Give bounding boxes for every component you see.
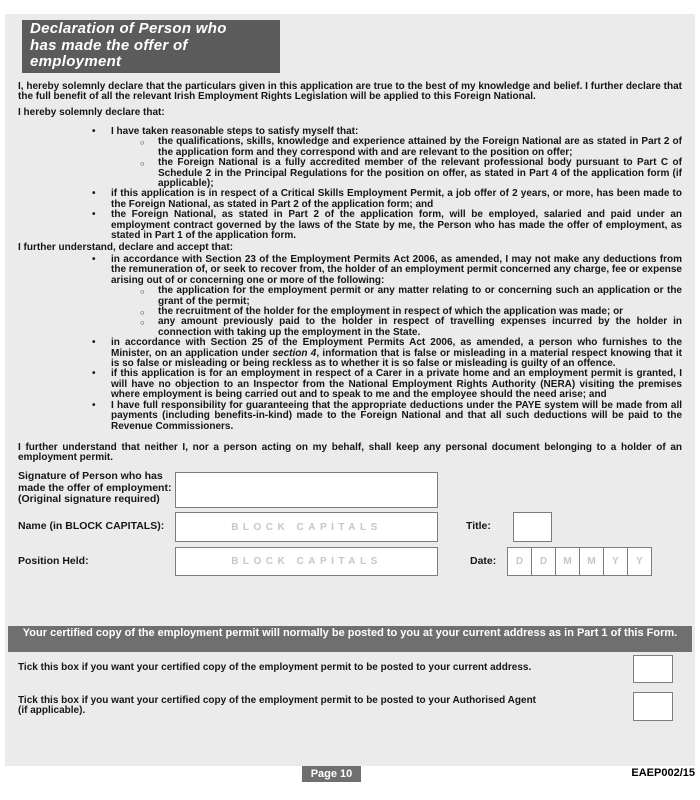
block-capitals-placeholder: BLOCK CAPITALS	[231, 556, 382, 567]
accept-list	[0, 255, 682, 432]
declaration-subitem: ○ any amount previously paid to the holder in respect of travelling expenses incurred by the holder in connection with taking up the employment in the State.	[140, 316, 682, 338]
signature-label-text: Signature of Person who has made the offer of employment:	[18, 470, 172, 494]
bullet-icon: •	[92, 126, 96, 137]
declaration-item: • if this application is for an employment in respect of a Carer in a private home and an employment permit is granted, I will have no objection to an Inspector from the National Employment Rights Authority (NERA) visiting the premises where employment is being carried out and to speak to me and the employee should the need arise; and	[92, 368, 682, 401]
signature-note: (Original signature required)	[18, 493, 160, 505]
declaration-subitem: ○ the application for the employment permit or any matter relating to or concerning such an application or the grant of the permit;	[140, 285, 682, 307]
circle-bullet-icon: ○	[140, 287, 145, 297]
date-cell-1-d[interactable]: D	[531, 547, 556, 576]
declare-heading: I hereby solemnly declare that:	[18, 107, 165, 118]
posting-banner: Your certified copy of the employment permit will normally be posted to you at your current address as in Part 1 of this Form.	[8, 626, 692, 652]
circle-bullet-icon: ○	[140, 138, 145, 148]
declaration-subitem: ○ the Foreign National is a fully accredited member of the relevant professional body pursuant to Part C of Schedule 2 in the Principal Regulations for the position on offer, as stated in Part 4 of the application form (if applicable);	[140, 157, 682, 190]
name-label: Name (in BLOCK CAPITALS):	[18, 520, 165, 532]
page-number-badge: Page 10	[302, 766, 361, 782]
date-input	[507, 547, 652, 576]
circle-bullet-icon: ○	[140, 159, 145, 169]
date-cell-2-m[interactable]: M	[555, 547, 580, 576]
tick-authorised-agent-label	[18, 696, 618, 717]
signature-label	[18, 471, 178, 506]
bullet-icon: •	[92, 188, 96, 200]
date-cell-0-d[interactable]: D	[507, 547, 532, 576]
declaration-item: • I have taken reasonable steps to satisfy myself that:	[92, 126, 359, 137]
tick-current-address-label	[18, 663, 618, 673]
date-label: Date:	[470, 555, 497, 567]
position-input[interactable]	[175, 547, 438, 576]
declaration-subitem: ○ the recruitment of the holder for the employment in respect of which the application was made; or	[140, 306, 624, 318]
bullet-icon: •	[92, 337, 96, 349]
page-title: Declaration of Person who has made the offer of employment	[22, 20, 280, 73]
block-capitals-placeholder: BLOCK CAPITALS	[231, 521, 382, 533]
signature-input[interactable]	[175, 472, 438, 508]
accept-heading: I further understand, declare and accept that:	[18, 242, 234, 253]
title-input[interactable]	[513, 512, 552, 542]
declaration-item: • if this application is in respect of a Critical Skills Employment Permit, a job offer of 2 years, or more, has been made to the Foreign National, as stated in Part 2 of the application form; and	[92, 188, 682, 210]
tick-label-line: Tick this box if you want your certified copy of the employment permit to be posted to your Authorised Agent	[18, 695, 537, 706]
bullet-icon: •	[92, 368, 96, 380]
bullet-icon: •	[92, 209, 96, 221]
circle-bullet-icon: ○	[140, 308, 145, 318]
bullet-icon: •	[92, 399, 96, 411]
date-cell-4-y[interactable]: Y	[603, 547, 628, 576]
circle-bullet-icon: ○	[140, 318, 145, 328]
declaration-item: • in accordance with Section 25 of the Employment Permits Act 2006, as amended, a person who furnishes to the Minister, on an application under section 4, information that is false or misleading in a material respect knowing that it is so false or misleading or being reckless as to whether it is so false or misleading is guilty of an offence.	[92, 337, 683, 370]
tick-label-line: (if applicable).	[18, 705, 86, 717]
title-label: Title:	[466, 520, 491, 532]
checkbox-authorised-agent[interactable]	[633, 692, 673, 721]
tick-label-line: Tick this box if you want your certified copy of the employment permit to be posted to your current address.	[18, 662, 532, 673]
date-cell-5-y[interactable]: Y	[627, 547, 652, 576]
declaration-item: • the Foreign National, as stated in Part 2 of the application form, will be employed, salaried and paid under an employment contract governed by the laws of the State by me, the Person who has made the offer of employment, as stated in Part 1 of the application form.	[92, 209, 682, 242]
declare-list	[0, 127, 682, 241]
position-label: Position Held:	[18, 555, 89, 567]
declaration-item: • in accordance with Section 23 of the Employment Permits Act 2006, as amended, I may not make any deductions from the remuneration of, or seek to recover from, the holder of an employment permit concerned any charge, fee or expense arising out of or concerning one or more of the following:	[92, 254, 682, 286]
bullet-icon: •	[92, 254, 96, 265]
keep-documents-paragraph: I further understand that neither I, nor a person acting on my behalf, shall keep any personal document belonging to a holder of an employment permit.	[18, 442, 682, 464]
checkbox-current-address[interactable]	[633, 655, 673, 683]
declaration-item: • I have full responsibility for guaranteeing that the appropriate deductions under the PAYE system will be made from all payments (including benefits-in-kind) made to the Foreign National and that all such deductions will be paid to the Revenue Commissioners.	[92, 399, 682, 432]
form-code: EAEP002/15	[631, 767, 695, 779]
name-input[interactable]	[175, 512, 438, 542]
declaration-subitem: ○ the qualifications, skills, knowledge and experience attained by the Foreign National are as stated in Part 2 of the application form and they correspond with and are relevant to the position on offer;	[140, 136, 682, 158]
date-cell-3-m[interactable]: M	[579, 547, 604, 576]
intro-paragraph: I, hereby solemnly declare that the particulars given in this application are true to the best of my knowledge and belief. I further declare that the full benefit of all the relevant Irish Employment Rights Legislation will be applied to this Foreign National.	[18, 81, 682, 103]
